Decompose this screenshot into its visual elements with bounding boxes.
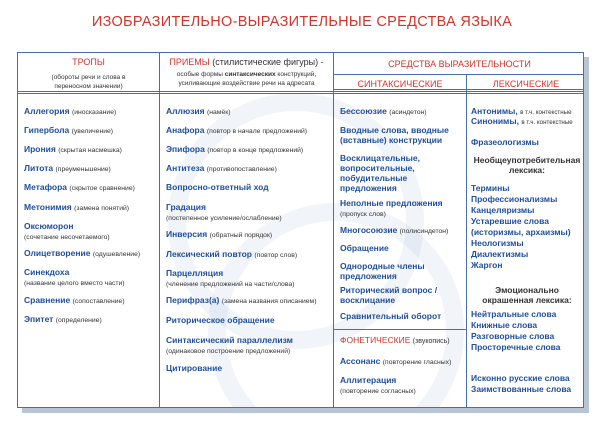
list-item: Просторечные слова xyxy=(471,342,561,352)
table xyxy=(17,52,584,408)
list-item: Лексический повтор (повтор слов) xyxy=(166,249,298,259)
divider xyxy=(333,53,334,407)
rare-vocab-header: Необщеупотребительная лексика: xyxy=(473,155,581,175)
list-item: Парцелляция (членение предложений на части/слова) xyxy=(166,268,295,288)
list-item: Синтаксический параллелизм (одинаковое построение предложений) xyxy=(166,335,293,355)
divider xyxy=(333,329,466,330)
devices-header: ПРИЕМЫ (стилистические фигуры) - xyxy=(169,57,324,67)
list-item: Метонимия (замена понятий) xyxy=(24,202,130,212)
phonetic-header: ФОНЕТИЧЕСКИЕ (звукопись) xyxy=(340,335,450,345)
list-item: Антонимы, в т.ч. контекстные xyxy=(471,106,572,116)
list-item: Многосоюзие (полисиндетон) xyxy=(340,225,449,235)
list-item: Инверсия (обратный порядок) xyxy=(166,229,273,239)
list-item: Однородные члены предложения xyxy=(340,261,425,281)
list-item: Ирония (скрытая насмешка) xyxy=(24,144,122,154)
list-item: Фразеологизмы xyxy=(471,137,539,147)
list-item: Профессионализмы xyxy=(471,194,558,204)
list-item: Восклицательные, вопросительные, побудительные предложения xyxy=(340,153,420,193)
list-item: Устаревшие слова xyxy=(471,216,549,226)
list-item: Эпитет (определение) xyxy=(24,314,102,324)
list-item: Перифраз(а) (замена названия описанием) xyxy=(166,295,317,305)
list-item: Заимствованные слова xyxy=(471,384,572,394)
page-title: ИЗОБРАЗИТЕЛЬНО-ВЫРАЗИТЕЛЬНЫЕ СРЕДСТВА ЯЗЫКА xyxy=(91,14,513,30)
divider xyxy=(159,53,160,407)
list-item: Градация (постепенное усиление/ослабление) xyxy=(166,202,282,222)
tropes-header-block xyxy=(18,57,159,91)
emotional-vocab-header: Эмоционально окрашенная лексика: xyxy=(482,285,572,305)
tropes-subtitle: (обороты речи и слова в переносном значении) xyxy=(51,74,126,90)
list-item: Диалектизмы xyxy=(471,249,529,259)
list-item: Сравнительный оборот xyxy=(340,311,442,321)
list-item: Анафора (повтор в начале предложений) xyxy=(166,125,308,135)
list-item: Жаргон xyxy=(471,260,503,270)
list-item: Термины xyxy=(471,183,510,193)
list-item: Олицетворение (одушевление) xyxy=(24,248,141,258)
lexical-header: ЛЕКСИЧЕСКИЕ xyxy=(492,79,560,89)
list-item: Разговорные слова xyxy=(471,331,555,341)
list-item: Ассонанс (повторение гласных) xyxy=(340,356,452,366)
list-item: Метафора (скрытое сравнение) xyxy=(24,182,135,192)
list-item: Книжные слова xyxy=(471,320,538,330)
list-item: Антитеза (противопоставление) xyxy=(166,163,277,173)
divider xyxy=(333,89,584,90)
list-item: Аллегория (иносказание) xyxy=(24,106,117,116)
list-item: Литота (преуменьшение) xyxy=(24,163,111,173)
divider xyxy=(18,91,584,92)
devices-header-block xyxy=(160,57,333,88)
list-item: Сравнение (сопоставление) xyxy=(24,295,125,305)
means-header: СРЕДСТВА ВЫРАЗИТЕЛЬНОСТИ xyxy=(388,59,531,69)
list-item: Гипербола (увеличение) xyxy=(24,125,114,135)
list-item: Риторический вопрос /восклицание xyxy=(340,285,438,305)
list-item: Синекдоха (название целого вместо части) xyxy=(24,267,125,287)
divider xyxy=(333,74,584,75)
tropes-header: ТРОПЫ xyxy=(72,57,105,67)
list-item: (историзмы, архаизмы) xyxy=(471,227,571,237)
list-item: Бессоюзие (асиндетон) xyxy=(340,106,427,116)
syntactic-header: СИНТАКСИЧЕСКИЕ xyxy=(357,79,443,89)
list-item: Обращение xyxy=(340,243,389,253)
list-item: Цитирование xyxy=(166,363,223,373)
devices-subtitle: особые формы синтаксических конструкций, усиливающие воздействие речи на адресата xyxy=(176,71,317,87)
list-item: Риторическое обращение xyxy=(166,315,275,325)
list-item: Синонимы, в т.ч. контекстные xyxy=(471,116,573,126)
list-item: Неполные предложения (пропуск слов) xyxy=(340,198,443,218)
list-item: Аллюзия (намёк) xyxy=(166,106,231,116)
divider xyxy=(18,93,584,94)
divider xyxy=(466,75,467,407)
list-item: Канцеляризмы xyxy=(471,205,535,215)
list-item: Нейтральные слова xyxy=(471,309,557,319)
list-item: Оксюморон (сочетание несочетаемого) xyxy=(24,221,110,241)
list-item: Аллитерация (повторение согласных) xyxy=(340,375,416,395)
list-item: Вопросно-ответный ход xyxy=(166,182,269,192)
list-item: Эпифора (повтор в конце предложений) xyxy=(166,144,304,154)
list-item: Исконно русские слова xyxy=(471,373,570,383)
list-item: Неологизмы xyxy=(471,238,524,248)
list-item: Вводные слова, вводные (вставные) конструкции xyxy=(340,125,449,145)
